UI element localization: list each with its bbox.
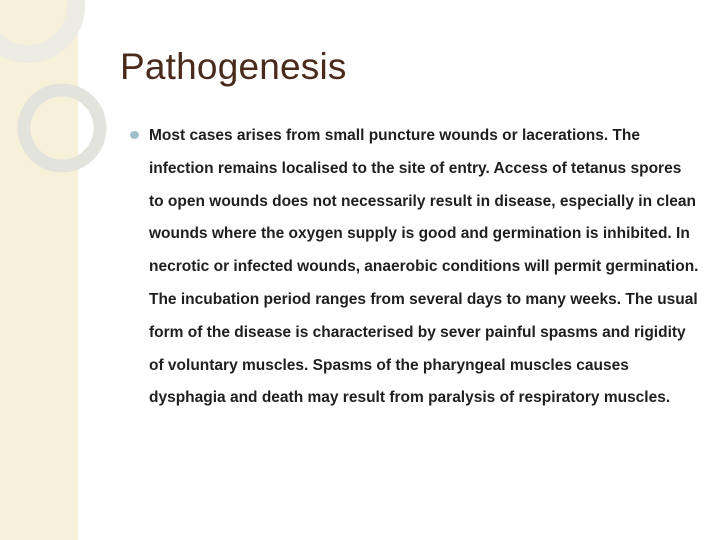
page-title: Pathogenesis	[120, 46, 347, 87]
slide-content	[130, 120, 700, 415]
bullet-dot-icon	[130, 131, 139, 139]
bullet-item	[130, 120, 700, 415]
bullet-text: Most cases arises from small puncture wounds or lacerations. The infection remains localised to the site of entry. Access of tetanus spores to open wounds does not necessarily result in disease, especially in clean wounds where the oxygen supply is good and germination is inhibited. In necrotic or infected wounds, anaerobic conditions will permit germination. The incubation period ranges from several days to many weeks. The usual form of the disease is characterised by sever painful spasms and rigidity of voluntary muscles. Spasms of the pharyngeal muscles causes dysphagia and death may result from paralysis of respiratory muscles.	[149, 127, 699, 407]
left-decorative-band	[0, 0, 78, 540]
